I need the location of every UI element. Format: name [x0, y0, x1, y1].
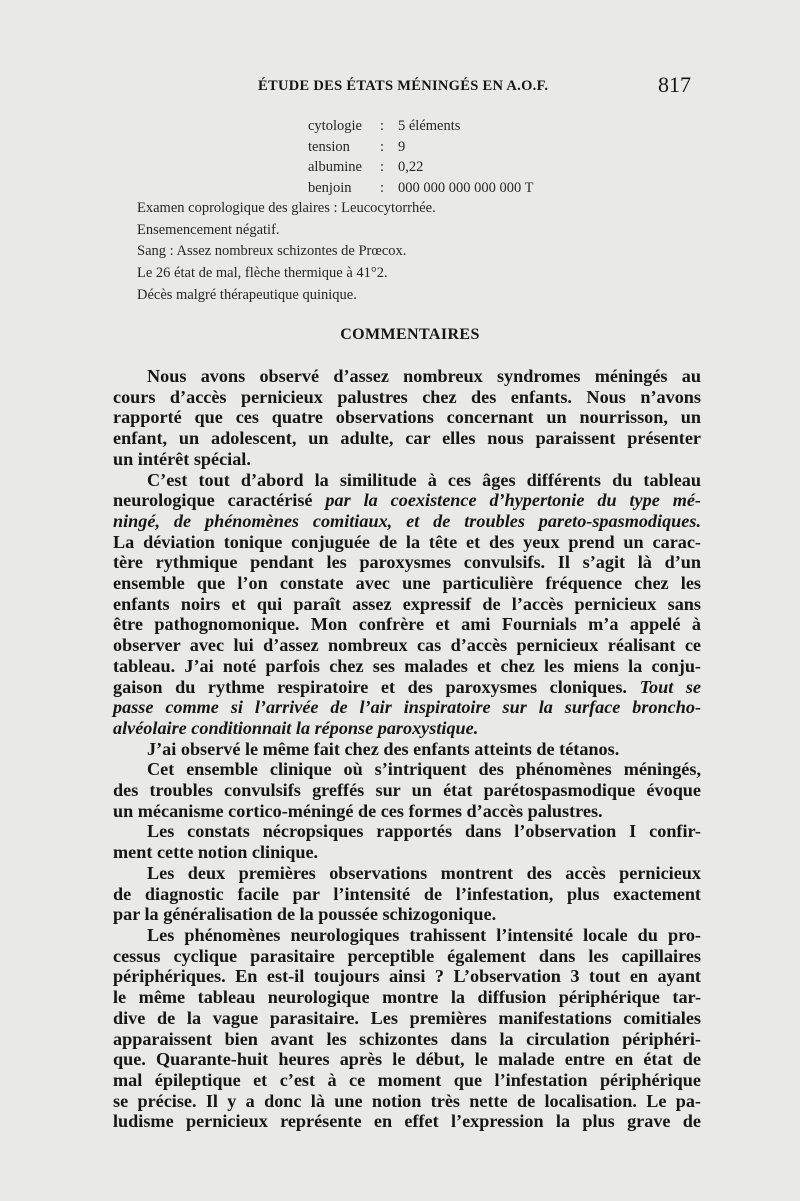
lab-value: 0,22 [398, 159, 424, 175]
italic-emphasis: alvéolaire conditionnait la réponse paroxystique. [113, 717, 479, 738]
lab-separator: : [380, 138, 385, 155]
italic-emphasis: Tout se [639, 676, 701, 697]
note-line: Sang : Assez nombreux schizontes de Prœcox. [137, 243, 407, 260]
text-line [113, 718, 701, 739]
text-line: le même tableau neurologique montre la diffusion périphérique tar- [113, 987, 701, 1008]
text-line: apparaissent bien avant les schizontes dans la circulation périphéri- [113, 1028, 701, 1049]
lab-row [308, 137, 533, 158]
note-line: Le 26 état de mal, flèche thermique à 41°2. [137, 265, 388, 282]
text-line: dive de la vague parasitaire. Les premières manifestations comitiales [113, 1007, 701, 1028]
text-line: être pathognomonique. Mon confrère et ami Fournials m’a appelé à [113, 614, 701, 635]
text-line: Cet ensemble clinique où s’intriquent des phénomènes méningés, [147, 759, 701, 780]
text-line: tère rythmique pendant les paroxysmes convulsifs. Il s’agit là d’un [113, 552, 701, 573]
text-line: La déviation tonique conjuguée de la tête et des yeux prend un carac- [113, 531, 701, 552]
text-line [113, 697, 701, 718]
lab-value: 9 [398, 138, 406, 155]
section-heading: COMMENTAIRES [340, 326, 480, 343]
text-line: rapporté que ces quatre observations concernant un nourrisson, un [113, 407, 701, 428]
italic-emphasis: ningé, de phénomènes comitiaux, et de troubles pareto-spasmodiques. [113, 510, 701, 531]
lab-separator: : [380, 159, 385, 175]
lab-row [308, 157, 533, 178]
text-line: cours d’accès pernicieux palustres chez des enfants. Nous n’avons [113, 386, 701, 407]
text-line: Les deux premières observations montrent des accès pernicieux [147, 862, 701, 883]
text-line: se précise. Il y a donc là une notion très nette de localisation. Le pa- [113, 1090, 701, 1111]
text-line: Les phénomènes neurologiques trahissent l’intensité locale du pro- [147, 924, 701, 945]
page-number: 817 [658, 72, 691, 97]
text-line: cessus cyclique parasitaire perceptible également dans les capillaires [113, 945, 701, 966]
text-line: neurologique caractérisé par la coexistence d’hypertonie du type mé- [113, 490, 701, 511]
commentary-text [113, 366, 701, 1132]
text-line: gaison du rythme respiratoire et des paroxysmes cloniques. Tout se [113, 676, 701, 697]
text-line: ludisme pernicieux représente en effet l’expression la plus grave de [113, 1111, 701, 1132]
text-line: C’est tout d’abord la similitude à ces âges différents du tableau [147, 469, 701, 490]
lab-row [308, 116, 533, 137]
lab-label: tension [308, 138, 350, 155]
text-line: périphériques. En est-il toujours ainsi ? L’observation 3 tout en ayant [113, 966, 701, 987]
text-line: que. Quarante-huit heures après le début, le malade entre en état de [113, 1049, 701, 1070]
lab-label: benjoin [308, 179, 352, 196]
text-line: J’ai observé le même fait chez des enfants atteints de tétanos. [147, 738, 620, 759]
text-line: ensemble que l’on constate avec une particulière fréquence chez les [113, 573, 701, 594]
note-line: Ensemencement négatif. [137, 221, 280, 238]
text-line: enfants noirs et qui paraît assez expressif de l’accès pernicieux sans [113, 593, 701, 614]
text-line: des troubles convulsifs greffés sur un état parétospasmodique évoque [113, 780, 701, 801]
note-line: Examen coprologique des glaires : Leucocytorrhée. [137, 200, 436, 216]
lab-value: 5 éléments [398, 118, 461, 134]
text-line: par la généralisation de la poussée schizogonique. [113, 904, 497, 925]
text-line: de diagnostic facile par l’intensité de l’infestation, plus exactement [113, 883, 701, 904]
note-line: Décès malgré thérapeutique quinique. [137, 286, 357, 303]
lab-separator: : [380, 179, 385, 196]
italic-emphasis: passe comme si l’arrivée de l’air inspiratoire sur la surface broncho- [113, 697, 701, 718]
lab-results [308, 116, 533, 198]
text-line: un mécanisme cortico-méningé de ces formes d’accès palustres. [113, 800, 603, 821]
lab-label: cytologie [308, 118, 362, 134]
running-title: ÉTUDE DES ÉTATS MÉNINGÉS EN A.O.F. [258, 78, 549, 94]
lab-value: 000 000 000 000 000 T [398, 179, 534, 196]
italic-emphasis: par la coexistence d’hypertonie du type mé- [325, 490, 701, 511]
lab-separator: : [380, 118, 385, 134]
text-line: Les constats nécropsiques rapportés dans l’observation I confir- [147, 821, 701, 842]
text-line: ment cette notion clinique. [113, 842, 319, 863]
text-line: mal épileptique et c’est à ce moment que l’infestation périphérique [113, 1069, 701, 1090]
text-line: enfant, un adolescent, un adulte, car elles nous paraissent présenter [113, 428, 701, 449]
text-line: tableau. J’ai noté parfois chez ses malades et chez les miens la conju- [113, 655, 701, 676]
text-line: observer avec lui d’assez nombreux cas d’accès pernicieux réalisant ce [113, 635, 701, 656]
text-line: un intérêt spécial. [113, 448, 251, 469]
clinical-notes [137, 198, 436, 307]
text-line [113, 511, 701, 532]
text-line: Nous avons observé d’assez nombreux syndromes méningés au [147, 366, 701, 386]
lab-row [308, 178, 533, 199]
lab-label: albumine [308, 159, 362, 175]
